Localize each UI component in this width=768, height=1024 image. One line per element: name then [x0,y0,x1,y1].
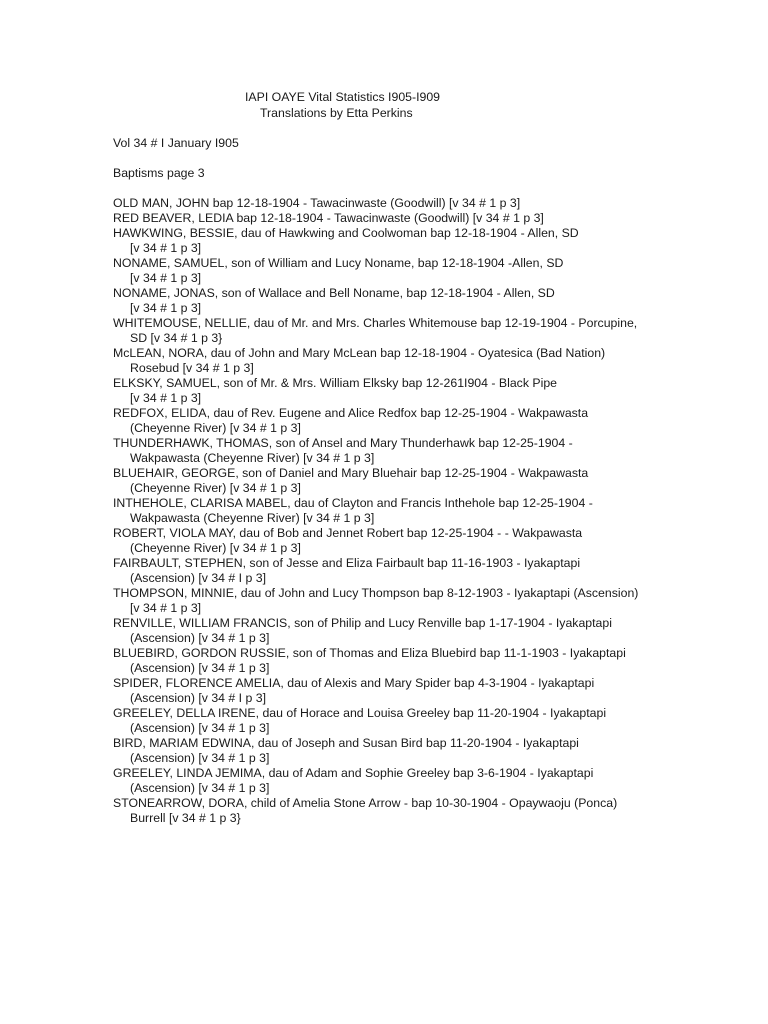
entry-line: THOMPSON, MINNIE, dau of John and Lucy Thompson bap 8-12-1903 - Iyakaptapi (Ascension) [113,586,639,600]
entry-continuation-line: [v 34 # 1 p 3] [130,391,202,405]
entry-continuation-line: (Ascension) [v 34 # I p 3] [130,571,267,585]
entry-continuation-line: (Cheyenne River) [v 34 # 1 p 3] [130,421,301,435]
document-subtitle: Translations by Etta Perkins [260,106,413,120]
entry-line: WHITEMOUSE, NELLIE, dau of Mr. and Mrs. Charles Whitemouse bap 12-19-1904 - Porcupine, [113,316,638,330]
entry-line: RED BEAVER, LEDIA bap 12-18-1904 - Tawacinwaste (Goodwill) [v 34 # 1 p 3] [113,211,544,225]
entry-continuation-line: Wakpawasta (Cheyenne River) [v 34 # 1 p 3] [130,511,375,525]
entry-continuation-line: [v 34 # 1 p 3] [130,271,202,285]
entry-line: BLUEHAIR, GEORGE, son of Daniel and Mary Bluehair bap 12-25-1904 - Wakpawasta [113,466,589,480]
baptism-entry [113,616,753,646]
entry-continuation-line: (Cheyenne River) [v 34 # 1 p 3] [130,541,301,555]
section-heading: Baptisms page 3 [113,166,205,180]
baptism-entry [113,376,753,406]
entry-continuation-line: (Ascension) [v 34 # 1 p 3] [130,751,270,765]
entry-continuation-line: (Cheyenne River) [v 34 # 1 p 3] [130,481,301,495]
entry-continuation-line: [v 34 # 1 p 3] [130,601,202,615]
baptism-entry-list [113,196,753,826]
entry-line: HAWKWING, BESSIE, dau of Hawkwing and Coolwoman bap 12-18-1904 - Allen, SD [113,226,579,240]
baptism-entry [113,706,753,736]
entry-continuation-line: (Ascension) [v 34 # 1 p 3] [130,721,270,735]
baptism-entry [113,586,753,616]
entry-line: REDFOX, ELIDA, dau of Rev. Eugene and Alice Redfox bap 12-25-1904 - Wakpawasta [113,406,589,420]
entry-line: SPIDER, FLORENCE AMELIA, dau of Alexis and Mary Spider bap 4-3-1904 - Iyakaptapi [113,676,595,690]
entry-continuation-line: (Ascension) [v 34 # 1 p 3] [130,781,270,795]
entry-line: RENVILLE, WILLIAM FRANCIS, son of Philip and Lucy Renville bap 1-17-1904 - Iyakaptapi [113,616,612,630]
entry-continuation-line: (Ascension) [v 34 # I p 3] [130,691,267,705]
baptism-entry [113,436,753,466]
entry-continuation-line: Burrell [v 34 # 1 p 3} [130,811,241,825]
entry-line: GREELEY, DELLA IRENE, dau of Horace and Louisa Greeley bap 11-20-1904 - Iyakaptapi [113,706,607,720]
entry-continuation-line: [v 34 # 1 p 3] [130,241,202,255]
entry-continuation-line: (Ascension) [v 34 # 1 p 3] [130,661,270,675]
baptism-entry [113,406,753,436]
baptism-entry [113,796,753,826]
baptism-entry [113,211,753,226]
baptism-entry [113,226,753,256]
entry-line: OLD MAN, JOHN bap 12-18-1904 - Tawacinwaste (Goodwill) [v 34 # 1 p 3] [113,196,521,210]
entry-line: NONAME, JONAS, son of Wallace and Bell Noname, bap 12-18-1904 - Allen, SD [113,286,555,300]
baptism-entry [113,466,753,496]
entry-line: McLEAN, NORA, dau of John and Mary McLean bap 12-18-1904 - Oyatesica (Bad Nation) [113,346,606,360]
baptism-entry [113,346,753,376]
baptism-entry [113,316,753,346]
baptism-entry [113,286,753,316]
baptism-entry [113,676,753,706]
baptism-entry [113,256,753,286]
entry-continuation-line: (Ascension) [v 34 # 1 p 3] [130,631,270,645]
entry-line: GREELEY, LINDA JEMIMA, dau of Adam and Sophie Greeley bap 3-6-1904 - Iyakaptapi [113,766,594,780]
entry-line: ROBERT, VIOLA MAY, dau of Bob and Jennet Robert bap 12-25-1904 - - Wakpawasta [113,526,583,540]
baptism-entry [113,556,753,586]
entry-continuation-line: Rosebud [v 34 # 1 p 3] [130,361,254,375]
entry-line: THUNDERHAWK, THOMAS, son of Ansel and Mary Thunderhawk bap 12-25-1904 - [113,436,573,450]
baptism-entry [113,766,753,796]
entry-line: INTHEHOLE, CLARISA MABEL, dau of Clayton and Francis Inthehole bap 12-25-1904 - [113,496,593,510]
volume-line: Vol 34 # I January I905 [113,136,239,150]
baptism-entry [113,526,753,556]
entry-line: STONEARROW, DORA, child of Amelia Stone Arrow - bap 10-30-1904 - Opaywaoju (Ponca) [113,796,618,810]
entry-continuation-line: [v 34 # 1 p 3] [130,301,202,315]
entry-continuation-line: Wakpawasta (Cheyenne River) [v 34 # 1 p 3] [130,451,375,465]
entry-line: NONAME, SAMUEL, son of William and Lucy Noname, bap 12-18-1904 -Allen, SD [113,256,564,270]
entry-continuation-line: SD [v 34 # 1 p 3} [130,331,223,345]
entry-line: BLUEBIRD, GORDON RUSSIE, son of Thomas and Eliza Bluebird bap 11-1-1903 - Iyakaptapi [113,646,626,660]
baptism-entry [113,736,753,766]
document-title: IAPI OAYE Vital Statistics I905-I909 [245,90,441,104]
entry-line: ELKSKY, SAMUEL, son of Mr. & Mrs. William Elksky bap 12-261I904 - Black Pipe [113,376,558,390]
baptism-entry [113,646,753,676]
entry-line: BIRD, MARIAM EDWINA, dau of Joseph and Susan Bird bap 11-20-1904 - Iyakaptapi [113,736,579,750]
entry-line: FAIRBAULT, STEPHEN, son of Jesse and Eliza Fairbault bap 11-16-1903 - Iyakaptapi [113,556,581,570]
baptism-entry [113,496,753,526]
baptism-entry [113,196,753,211]
